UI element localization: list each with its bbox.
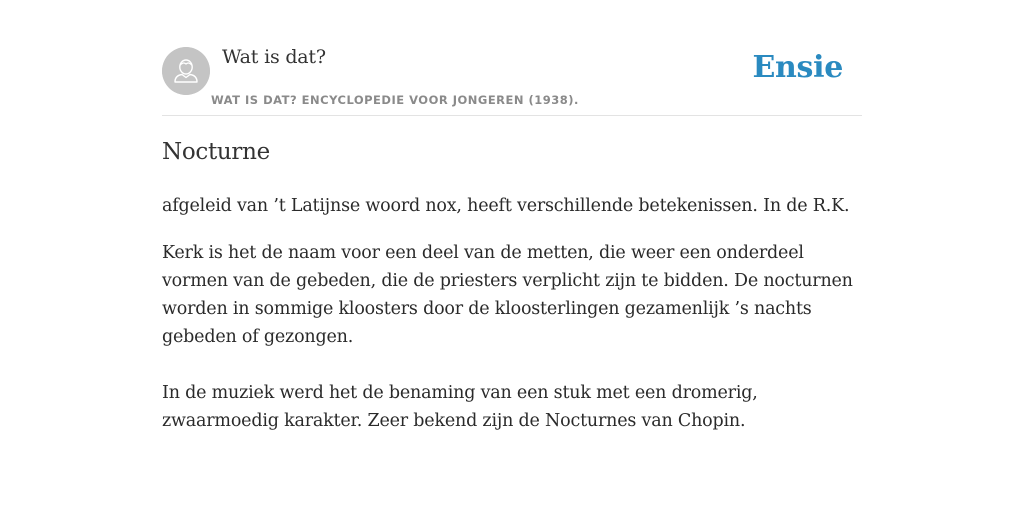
article-paragraph: Kerk is het de naam voor een deel van de metten, die weer een onderdeel vormen van de gebeden, die de priesters verplicht zijn te bidden. De nocturnen worden in sommige kloosters door de kloosterlingen gezamenlijk ’s nachts gebeden of gezongen. (162, 243, 853, 347)
article-paragraph: afgeleid van ’t Latijnse woord nox, heeft verschillende betekenissen. In de R.K. (162, 196, 850, 216)
page-content (162, 0, 862, 431)
article-header (162, 0, 862, 116)
source-reference[interactable]: WAT IS DAT? ENCYCLOPEDIE VOOR JONGEREN (1938). (211, 93, 579, 107)
ensie-logo[interactable]: Ensie (752, 50, 843, 85)
user-avatar-icon[interactable] (162, 47, 210, 95)
article-paragraph: In de muziek werd het de benaming van een stuk met een dromerig, zwaarmoedig karakter. Zeer bekend zijn de Nocturnes van Chopin. (162, 383, 758, 431)
author-name[interactable]: Wat is dat? (222, 46, 326, 68)
article-title: Nocturne (162, 139, 270, 165)
